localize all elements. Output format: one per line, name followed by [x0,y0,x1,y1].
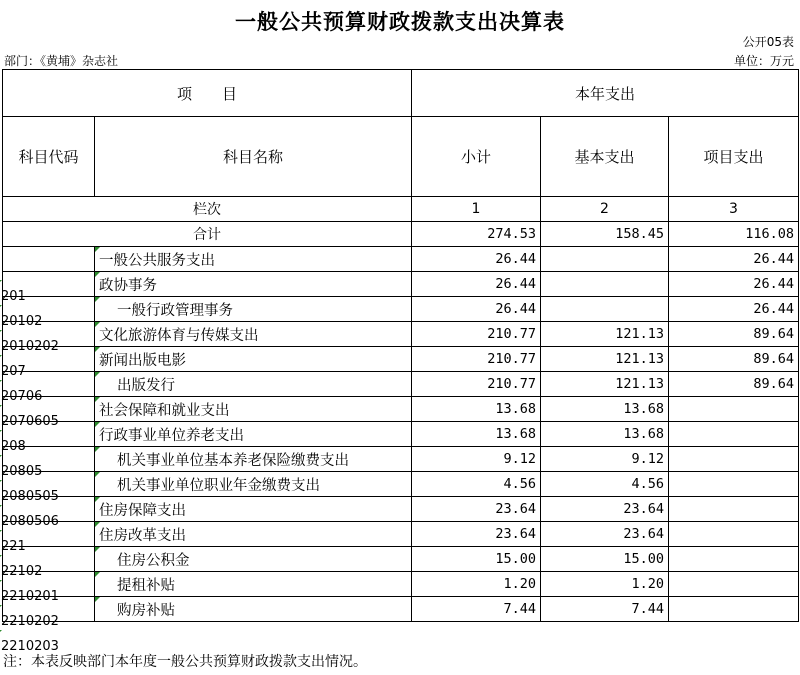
subject-name [95,347,412,372]
subject-code [0,280,89,305]
basic-value: 15.00 [541,547,669,572]
subject-name-text: 一般公共服务支出 [99,252,215,269]
basic-value: 1.20 [541,572,669,597]
table-row [3,572,799,597]
column-index-row [3,197,799,222]
subject-name-text: 住房保障支出 [99,502,186,519]
subtotal-value: 23.64 [412,497,541,522]
basic-value: 13.68 [541,397,669,422]
subject-name [95,272,412,297]
subject-code [0,555,89,580]
cell-marker-icon [95,572,100,577]
subtotal-value: 26.44 [412,297,541,322]
cell-marker-icon [95,322,100,327]
form-code: 公开05表 [742,35,794,49]
basic-value: 23.64 [541,522,669,547]
table-row [3,322,799,347]
cell-marker-icon [0,480,2,485]
subject-code [0,380,89,405]
department-label: 部门：《黄埔》杂志社 [4,54,119,68]
cell-marker-icon [95,272,100,277]
table-row [3,297,799,322]
table-row [3,247,799,272]
subject-name-text: 政协事务 [99,277,157,294]
subtotal-value: 1.20 [412,572,541,597]
subject-name [95,297,412,322]
basic-value [541,272,669,297]
project-value [669,597,799,622]
basic-value: 23.64 [541,497,669,522]
cell-marker-icon [0,280,2,285]
header-subtotal: 小计 [412,117,541,197]
column-index-1: 1 [412,197,541,222]
subject-code-text: 2210202 [1,614,59,629]
column-index-3: 3 [669,197,799,222]
subtotal-value: 210.77 [412,372,541,397]
subtotal-value: 4.56 [412,472,541,497]
footnote: 注：本表反映部门本年度一般公共预算财政拨款支出情况。 [3,654,367,670]
subject-name [95,447,412,472]
project-value: 89.64 [669,347,799,372]
subject-code-text: 20805 [1,464,43,479]
cell-marker-icon [0,630,2,635]
subject-code [0,480,89,505]
subject-name [95,247,412,272]
subtotal-value: 13.68 [412,397,541,422]
project-value: 26.44 [669,297,799,322]
subject-code-text: 2080506 [1,514,59,529]
total-project: 116.08 [669,222,799,247]
project-value [669,397,799,422]
subject-name [95,597,412,622]
subtotal-value: 13.68 [412,422,541,447]
subject-name-text: 购房补贴 [117,602,175,619]
subject-name-text: 文化旅游体育与传媒支出 [99,327,259,344]
subject-name [95,422,412,447]
table-row [3,522,799,547]
subject-name-text: 一般行政管理事务 [117,302,233,319]
total-subtotal: 274.53 [412,222,541,247]
cell-marker-icon [0,355,2,360]
subject-code [0,505,89,530]
subtotal-value: 7.44 [412,597,541,622]
project-value [669,447,799,472]
basic-value [541,297,669,322]
table-row [3,497,799,522]
subject-code-text: 2210201 [1,589,59,604]
cell-marker-icon [95,547,100,552]
basic-value: 121.13 [541,372,669,397]
header-item: 项 目 [3,70,412,117]
subject-code [0,455,89,480]
project-value: 89.64 [669,372,799,397]
subtotal-value: 23.64 [412,522,541,547]
project-value: 26.44 [669,272,799,297]
cell-marker-icon [95,472,100,477]
cell-marker-icon [95,347,100,352]
total-row [3,222,799,247]
table-row [3,447,799,472]
subtotal-value: 15.00 [412,547,541,572]
subject-name [95,497,412,522]
subject-name-text: 机关事业单位基本养老保险缴费支出 [117,452,349,469]
subject-name [95,397,412,422]
basic-value: 4.56 [541,472,669,497]
subject-code [0,580,89,605]
cell-marker-icon [95,372,100,377]
table-row [3,272,799,297]
cell-marker-icon [95,297,100,302]
subtotal-value: 26.44 [412,247,541,272]
header-basic: 基本支出 [541,117,669,197]
unit-label: 单位：万元 [733,54,794,68]
table-row [3,397,799,422]
cell-marker-icon [95,597,100,602]
project-value: 26.44 [669,247,799,272]
cell-marker-icon [0,530,2,535]
subject-code-text: 201 [1,289,26,304]
project-value [669,472,799,497]
subject-code-text: 2070605 [1,414,59,429]
subtotal-value: 26.44 [412,272,541,297]
cell-marker-icon [0,330,2,335]
subject-name [95,572,412,597]
subject-code [0,430,89,455]
subject-code-text: 20102 [1,314,43,329]
subject-name-text: 提租补贴 [117,577,175,594]
cell-marker-icon [0,430,2,435]
subject-name [95,472,412,497]
header-row-1 [3,70,799,117]
cell-marker-icon [95,447,100,452]
header-name: 科目名称 [95,117,412,197]
subject-code [0,405,89,430]
subtotal-value: 9.12 [412,447,541,472]
subject-code-text: 2010202 [1,339,59,354]
cell-marker-icon [95,247,100,252]
subject-name-text: 行政事业单位养老支出 [99,427,244,444]
basic-value: 7.44 [541,597,669,622]
subject-name [95,547,412,572]
subject-code [0,305,89,330]
table-row [3,597,799,622]
column-index-2: 2 [541,197,669,222]
project-value [669,522,799,547]
basic-value: 13.68 [541,422,669,447]
report-title: 一般公共预算财政拨款支出决算表 [235,10,565,34]
subject-code-text: 207 [1,364,26,379]
project-value [669,547,799,572]
subject-name-text: 社会保障和就业支出 [99,402,230,419]
total-label: 合计 [3,222,412,247]
header-current-year: 本年支出 [412,70,799,117]
subject-code-text: 208 [1,439,26,454]
subject-code-text: 20706 [1,389,43,404]
header-project: 项目支出 [669,117,799,197]
project-value: 89.64 [669,322,799,347]
subject-name-text: 新闻出版电影 [99,352,186,369]
table-row [3,372,799,397]
subject-name [95,522,412,547]
subtotal-value: 210.77 [412,347,541,372]
subject-name-text: 住房改革支出 [99,527,186,544]
cell-marker-icon [0,455,2,460]
expenditure-table [1,69,799,654]
subject-code [0,330,89,355]
table-row [3,547,799,572]
subject-name-text: 出版发行 [117,377,175,394]
table-row [3,472,799,497]
table-row [3,422,799,447]
basic-value: 121.13 [541,322,669,347]
basic-value: 9.12 [541,447,669,472]
cell-marker-icon [0,605,2,610]
project-value [669,422,799,447]
header-code: 科目代码 [3,117,95,197]
column-index-label: 栏次 [3,197,412,222]
subject-code [0,530,89,555]
header-row-2 [3,117,799,197]
cell-marker-icon [95,397,100,402]
cell-marker-icon [0,305,2,310]
cell-marker-icon [95,422,100,427]
cell-marker-icon [95,522,100,527]
subject-code [0,355,89,380]
subject-code-text: 221 [1,539,26,554]
cell-marker-icon [0,555,2,560]
project-value [669,497,799,522]
subject-name-text: 住房公积金 [117,552,190,569]
cell-marker-icon [0,505,2,510]
subject-code-text: 22102 [1,564,43,579]
subject-name [95,372,412,397]
total-basic: 158.45 [541,222,669,247]
project-value [669,572,799,597]
subtotal-value: 210.77 [412,322,541,347]
subject-name-text: 机关事业单位职业年金缴费支出 [117,477,320,494]
basic-value: 121.13 [541,347,669,372]
subject-name [95,322,412,347]
cell-marker-icon [0,380,2,385]
basic-value [541,247,669,272]
cell-marker-icon [95,497,100,502]
subject-code [0,605,89,630]
subject-code-text: 2210203 [1,639,59,654]
subject-code-text: 2080505 [1,489,59,504]
cell-marker-icon [0,405,2,410]
cell-marker-icon [0,580,2,585]
table-row [3,347,799,372]
